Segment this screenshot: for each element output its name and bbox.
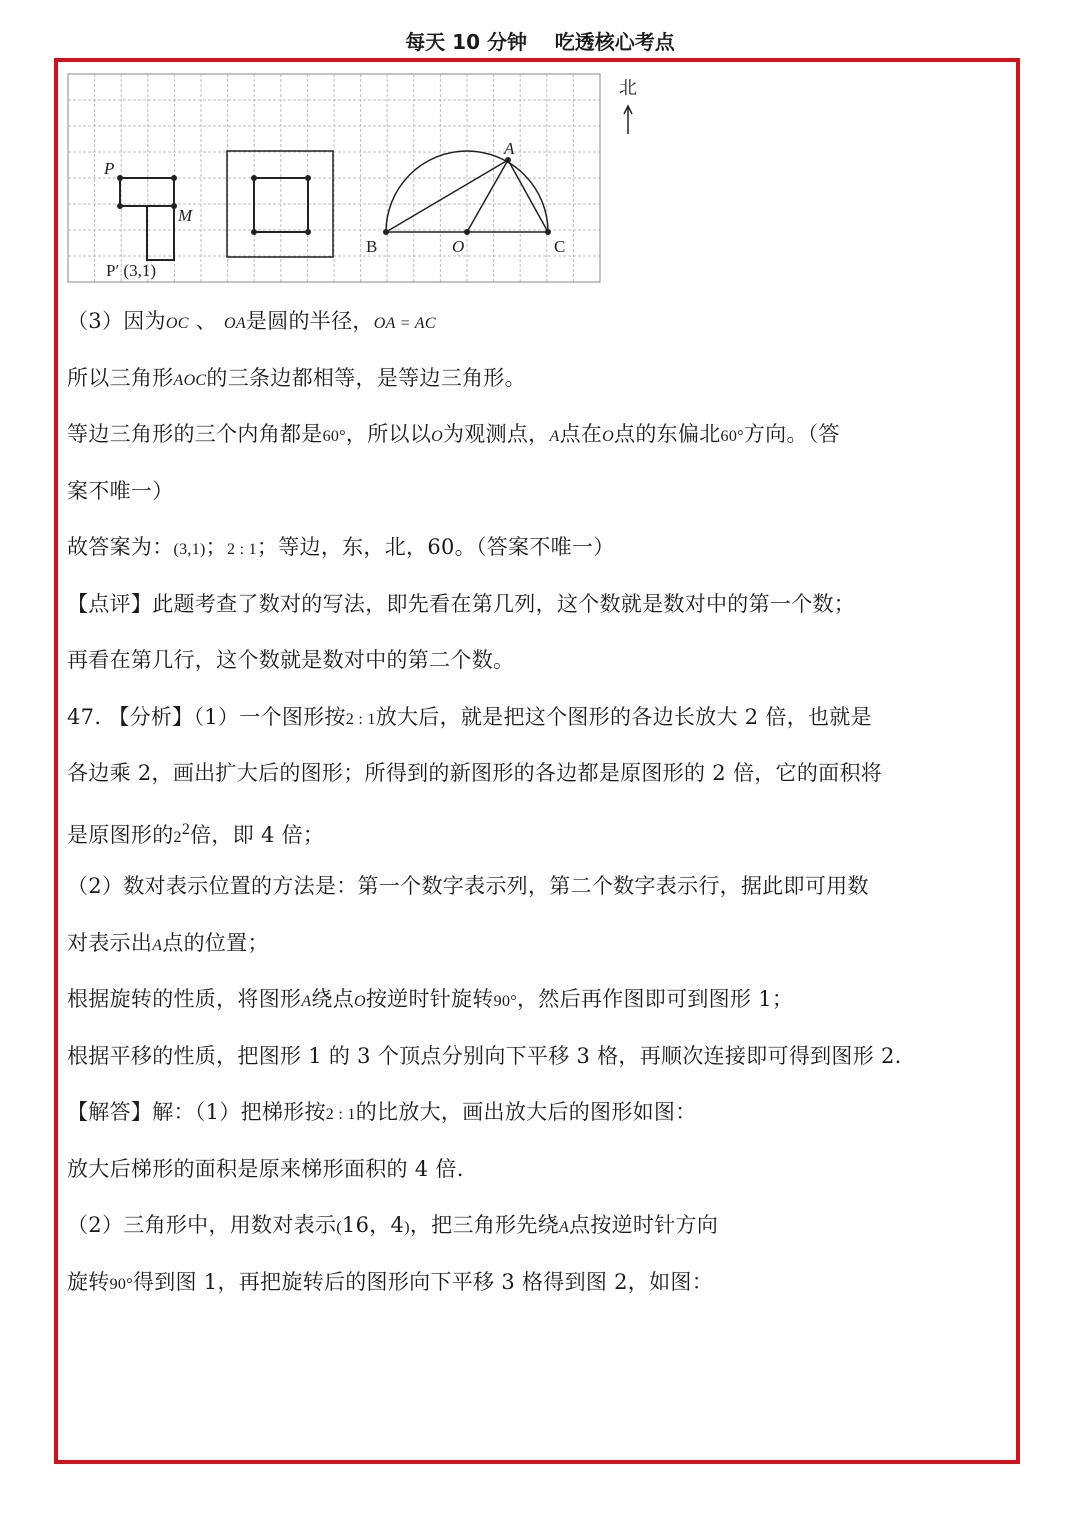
math-degree: 60° [720,428,744,445]
math-power-base: 2 [173,829,182,846]
math-o: O [431,428,443,445]
math-a: A [558,1219,570,1236]
text-run: 故答案为： [67,535,174,559]
label-a: A [504,139,515,158]
paragraph-6: 【点评】此题考查了数对的写法，即先看在第几列，这个数就是数对中的第一个数； [67,592,856,616]
paragraph-7: 再看在第几行，这个数就是数对中的第二个数。 [67,648,515,672]
paragraph-11: （2）数对表示位置的方法是：第一个数字表示列，第二个数字表示行，据此即可用数 [67,874,869,898]
paragraph-10 [67,815,1017,853]
paragraph-8 [67,702,1017,735]
paragraph-18 [67,1267,1017,1300]
label-p-prime: P′ (3,1) [106,261,156,280]
text-run: 放大后，就是把这个图形的各边长放大 2 倍，也就是 [375,705,872,729]
text-run: 按逆时针旋转 [365,987,494,1011]
math-degree: 60° [322,428,346,445]
text-run: 对表示出 [67,931,153,955]
text-run: 绕点 [311,987,354,1011]
text-run: 的三条边都相等，是等边三角形。 [206,366,526,390]
text-run: ；等边，东，北，60。（答案不唯一） [256,535,615,559]
text-run: 方向。（答 [743,422,840,446]
page-header: 每天 10 分钟 吃透核心考点 [405,30,675,54]
shape-p [120,178,174,260]
paragraph-1 [67,306,1017,339]
math-paren: ( [336,1219,342,1236]
text-run: 16，4 [341,1213,405,1237]
text-run: 所以三角形 [67,366,174,390]
text-run: 倍，即 4 倍； [190,823,325,847]
text-run: 47. 【分析】（1）一个图形按 [67,705,346,729]
paragraph-3 [67,419,1017,452]
math-o: O [354,993,366,1010]
text-run: 点按逆时针方向 [569,1213,719,1237]
text-run: ； [205,535,227,559]
paragraph-2 [67,363,1017,396]
paragraph-12 [67,928,1017,961]
paragraph-9: 各边乘 2，画出扩大后的图形；所得到的新图形的各边都是原图形的 2 倍，它的面积将 [67,761,883,785]
text-run: 等边三角形的三个内角都是 [67,422,323,446]
math-ratio: 2 : 1 [345,711,376,728]
math-oc: OC [165,315,189,332]
paragraph-16: 放大后梯形的面积是原来梯形面积的 4 倍. [67,1157,464,1181]
text-run: 是原图形的 [67,823,174,847]
text-run: 为观测点， [442,422,550,446]
paragraph-5 [67,532,1017,565]
label-p: P [104,159,115,178]
label-c: C [554,237,566,256]
text-run: 旋转 [67,1270,110,1294]
paragraph-14: 根据平移的性质，把图形 1 的 3 个顶点分别向下平移 3 格，再顺次连接即可得到图形 2. [67,1044,902,1068]
text-run: （2）三角形中，用数对表示 [67,1213,337,1237]
text-run: ，把三角形先绕 [409,1213,559,1237]
text-run: 点在 [559,422,603,446]
label-m: M [178,206,193,225]
label-o: O [452,237,465,256]
text-run: 得到图 1，再把旋转后的图形向下平移 3 格得到图 2，如图： [132,1270,714,1294]
math-aoc: AOC [173,372,207,389]
math-ratio: 2 : 1 [325,1106,356,1123]
grid-figure [62,68,662,288]
north-label: 北 [619,78,637,99]
math-paren: ) [404,1219,410,1236]
math-degree: 90° [493,993,517,1010]
text-run: 的比放大，画出放大后的图形如图： [355,1100,697,1124]
text-run: （3）因为 [67,309,166,333]
paragraph-13 [67,984,1017,1017]
text-run: 、 [188,309,224,333]
math-power-exponent: 2 [181,821,191,838]
text-run: 【解答】解：（1）把梯形按 [67,1100,326,1124]
math-equation: OA = AC [373,315,436,332]
math-pair: (3,1) [173,541,206,558]
math-a: A [301,993,312,1010]
math-oa: OA [223,315,246,332]
paragraph-4: 案不唯一） [67,479,174,503]
text-run: 是圆的半径， [245,309,374,333]
paragraph-15 [67,1097,1017,1130]
math-a: A [152,937,163,954]
text-run: ，然后再作图即可到图形 1； [516,987,794,1011]
text-run: 点的东偏北 [614,422,721,446]
text-run: 根据旋转的性质，将图形 [67,987,302,1011]
text-run: 点的位置； [162,931,269,955]
math-a: A [549,428,560,445]
paragraph-17 [67,1210,1017,1243]
label-b: B [366,237,378,256]
text-run: ，所以以 [345,422,432,446]
math-o: O [602,428,615,445]
math-degree: 90° [109,1276,133,1293]
math-ratio: 2 : 1 [226,541,257,558]
